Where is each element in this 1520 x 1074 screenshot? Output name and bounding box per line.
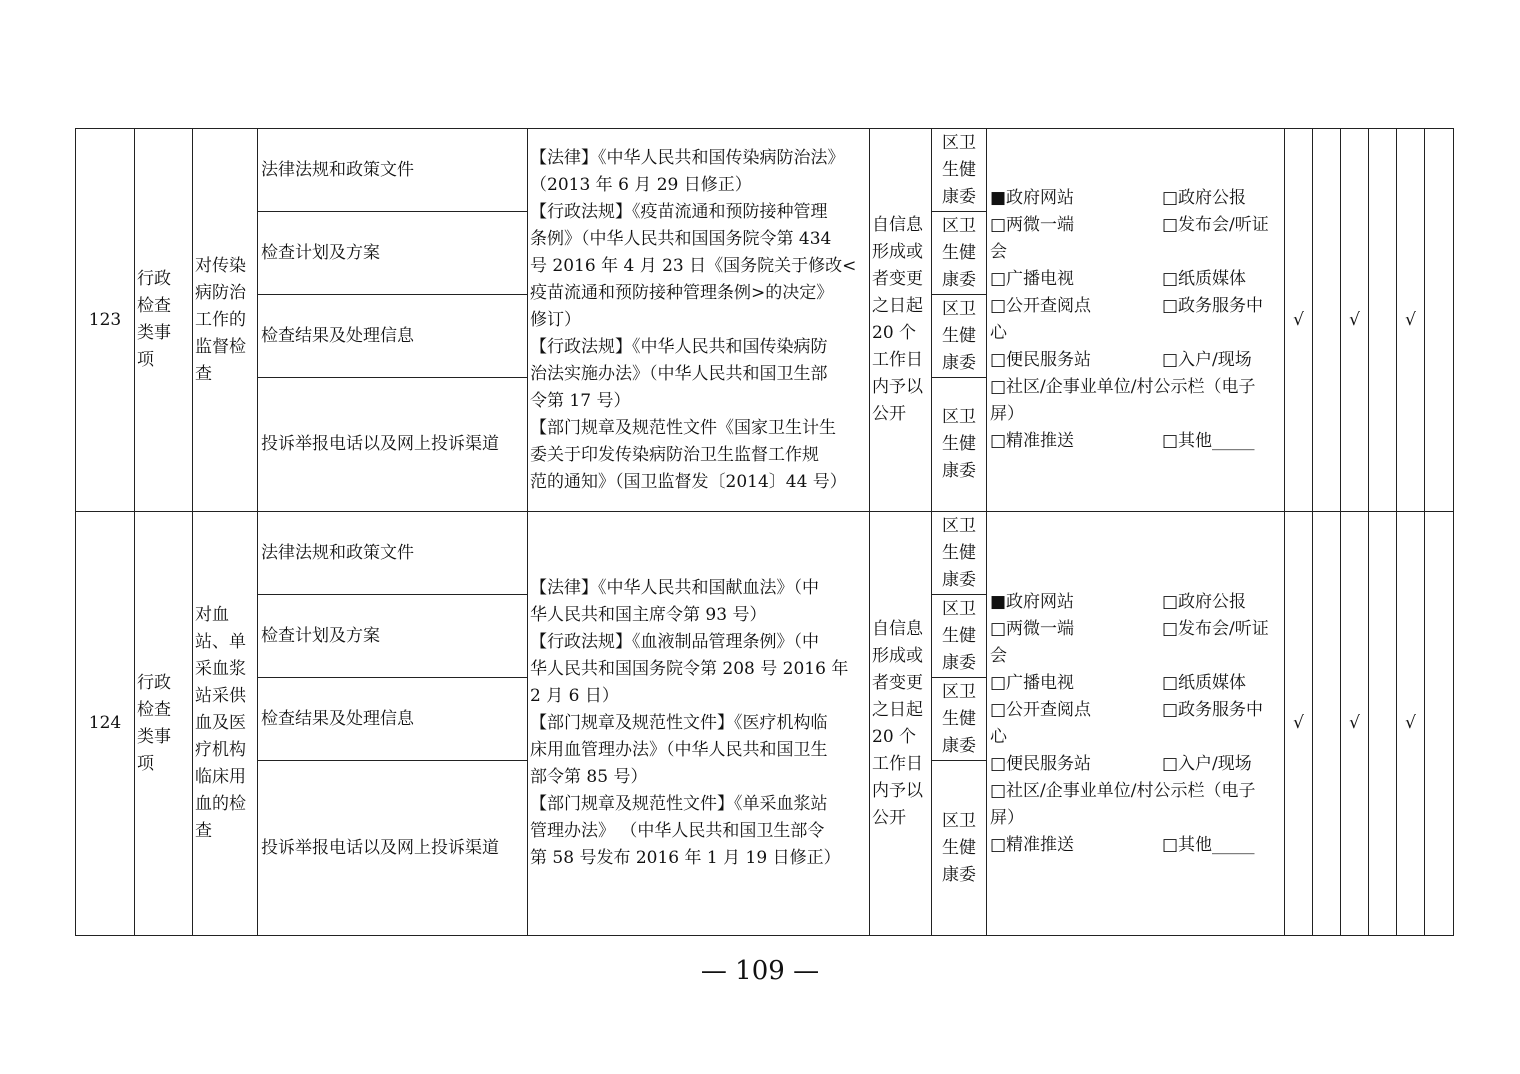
disclosure-subject — [932, 212, 987, 295]
channel-option: □纸质媒体 — [1162, 269, 1247, 289]
subject-line: 生健 — [942, 542, 976, 563]
item-name-line: 血的检 — [195, 794, 246, 814]
table-row — [76, 129, 1454, 212]
item-name-line: 疗机构 — [195, 740, 246, 760]
item-name-line: 对血 — [195, 605, 229, 625]
channel-option: ■政府网站 — [990, 188, 1075, 208]
channel-line — [990, 697, 1284, 724]
item-name — [193, 129, 258, 512]
channel-option: □两微一端 — [990, 618, 1075, 639]
check-mark — [1313, 129, 1341, 512]
channel-option: □社区/企事业单位/村公示栏（电子 — [990, 780, 1256, 801]
disclosure-content: 投诉举报电话以及网上投诉渠道 — [258, 761, 528, 936]
channel-option: □入户/现场 — [1162, 753, 1252, 774]
channel-option: □社区/企事业单位/村公示栏（电子 — [990, 377, 1256, 397]
channel-option: □发布会/听证 — [1162, 618, 1269, 639]
channel-option: □发布会/听证 — [1162, 215, 1269, 235]
check-mark: √ — [1397, 512, 1425, 936]
channel-line — [990, 589, 1284, 616]
disclosure-time-line: 工作日 — [872, 753, 923, 774]
channel-option: □广播电视 — [990, 269, 1075, 289]
legal-basis-line: 治法实施办法》（中华人民共和国卫生部 — [530, 363, 828, 384]
check-mark: √ — [1285, 129, 1313, 512]
page-number: — 109 — — [700, 956, 820, 986]
disclosure-content: 检查结果及处理信息 — [258, 295, 528, 378]
channel-option: 屏） — [990, 404, 1024, 424]
disclosure-time-line: 形成或 — [872, 645, 923, 666]
disclosure-time-line: 形成或 — [872, 242, 923, 262]
legal-basis-line: 条例》（中华人民共和国国务院令第 434 — [530, 228, 832, 249]
disclosure-time-line: 者变更 — [872, 672, 923, 693]
disclosure-time-line: 公开 — [872, 807, 906, 828]
disclosure-subject — [932, 512, 987, 595]
subject-line: 康委 — [942, 652, 976, 673]
channel-option: □精准推送 — [990, 431, 1075, 451]
item-category — [135, 129, 193, 512]
legal-basis-line: 【行政法规】《血液制品管理条例》（中 — [530, 632, 819, 652]
disclosure-subject — [932, 678, 987, 761]
item-name-line: 查 — [195, 821, 212, 841]
item-name-line: 病防治 — [195, 282, 246, 303]
category-line: 行政 — [137, 672, 171, 693]
channel-option: 心 — [990, 726, 1007, 747]
legal-basis-line: 【行政法规】《疫苗流通和预防接种管理 — [530, 201, 828, 222]
subject-line: 区卫 — [942, 681, 976, 702]
disclosure-time-line: 内予以 — [872, 377, 923, 397]
disclosure-content: 检查计划及方案 — [258, 595, 528, 678]
subject-line: 区卫 — [942, 810, 976, 831]
channel-option: 心 — [990, 323, 1007, 343]
item-name-line: 工作的 — [195, 309, 246, 330]
item-name-line: 血及医 — [195, 713, 246, 733]
subject-line: 生健 — [942, 625, 976, 646]
disclosure-channels — [987, 512, 1285, 936]
check-mark — [1369, 512, 1397, 936]
channel-option: □精准推送 — [990, 834, 1075, 855]
check-mark: √ — [1341, 512, 1369, 936]
subject-line: 区卫 — [942, 298, 976, 319]
category-line: 检查 — [137, 699, 171, 720]
channel-line — [990, 347, 1284, 374]
disclosure-time-line: 之日起 — [872, 699, 923, 720]
legal-basis-line: 【部门规章及规范性文件】《医疗机构临 — [530, 713, 828, 733]
channel-option: □其他_____ — [1162, 431, 1255, 451]
channel-option: □入户/现场 — [1162, 350, 1252, 370]
disclosure-content: 检查结果及处理信息 — [258, 678, 528, 761]
channel-line — [990, 616, 1284, 643]
category-line: 类事 — [137, 323, 171, 343]
subject-line: 生健 — [942, 434, 976, 454]
channel-option: □便民服务站 — [990, 350, 1092, 370]
check-mark: √ — [1397, 129, 1425, 512]
disclosure-content: 法律法规和政策文件 — [258, 129, 528, 212]
subject-line: 康委 — [942, 569, 976, 590]
item-name-line: 站采供 — [195, 686, 246, 706]
category-line: 项 — [137, 350, 154, 370]
disclosure-content: 投诉举报电话以及网上投诉渠道 — [258, 378, 528, 512]
legal-basis-line: 委关于印发传染病防治卫生监督工作规 — [530, 444, 819, 465]
category-line: 检查 — [137, 296, 171, 316]
disclosure-subject — [932, 129, 987, 212]
subject-line: 生健 — [942, 837, 976, 858]
subject-line: 生健 — [942, 242, 976, 263]
check-mark: √ — [1285, 512, 1313, 936]
channel-option: □公开查阅点 — [990, 296, 1092, 316]
disclosure-time — [870, 129, 932, 512]
item-name-line: 对传染 — [195, 255, 246, 276]
item-name-line: 监督检 — [195, 336, 246, 357]
disclosure-time-line: 内予以 — [872, 780, 923, 801]
disclosure-time — [870, 512, 932, 936]
subject-line: 区卫 — [942, 215, 976, 236]
channel-option: ■政府网站 — [990, 591, 1075, 612]
disclosure-subject — [932, 295, 987, 378]
channel-option: □纸质媒体 — [1162, 672, 1247, 693]
item-name-line: 站、单 — [195, 632, 246, 652]
channel-line — [990, 212, 1284, 239]
disclosure-time-line: 公开 — [872, 404, 906, 424]
disclosure-time-line: 自信息 — [872, 215, 923, 235]
channel-option: □广播电视 — [990, 672, 1075, 693]
subject-line: 区卫 — [942, 132, 976, 153]
legal-basis-line: 修订） — [530, 309, 581, 330]
check-mark — [1425, 512, 1454, 936]
item-name-line: 临床用 — [195, 767, 246, 787]
legal-basis-line: 2 月 6 日） — [530, 686, 619, 706]
legal-basis — [528, 129, 870, 512]
channel-option: □政务服务中 — [1162, 699, 1264, 720]
category-line: 类事 — [137, 726, 171, 747]
item-name — [193, 512, 258, 936]
check-mark — [1313, 512, 1341, 936]
subject-line: 生健 — [942, 708, 976, 729]
legal-basis-line: 【部门规章及规范性文件】《单采血浆站 — [530, 794, 828, 814]
channel-option: 会 — [990, 242, 1007, 262]
channel-line — [990, 751, 1284, 778]
subject-line: 康委 — [942, 269, 976, 290]
disclosure-time-line: 自信息 — [872, 618, 923, 639]
subject-line: 区卫 — [942, 598, 976, 619]
subject-line: 康委 — [942, 735, 976, 756]
channel-option: □两微一端 — [990, 215, 1075, 235]
channel-line — [990, 670, 1284, 697]
channel-line — [990, 266, 1284, 293]
item-category — [135, 512, 193, 936]
check-mark: √ — [1341, 129, 1369, 512]
check-mark — [1425, 129, 1454, 512]
disclosure-content: 检查计划及方案 — [258, 212, 528, 295]
channel-option: □公开查阅点 — [990, 699, 1092, 720]
legal-basis-line: 部令第 85 号） — [530, 767, 648, 787]
subject-line: 康委 — [942, 864, 976, 885]
channel-option: □政务服务中 — [1162, 296, 1264, 316]
subject-line: 区卫 — [942, 515, 976, 536]
legal-basis-line: 第 58 号发布 2016 年 1 月 19 日修正） — [530, 848, 841, 868]
disclosure-time-line: 20 个 — [872, 726, 917, 747]
item-name-line: 采血浆 — [195, 659, 246, 679]
disclosure-subject — [932, 761, 987, 936]
category-line: 项 — [137, 753, 154, 774]
disclosure-time-line: 工作日 — [872, 350, 923, 370]
disclosure-subject — [932, 595, 987, 678]
legal-basis-line: 【部门规章及规范性文件《国家卫生计生 — [530, 417, 836, 438]
channel-line — [990, 185, 1284, 212]
legal-basis-line: 【法律】《中华人民共和国传染病防治法》 — [530, 147, 845, 168]
channel-line — [990, 293, 1284, 320]
legal-basis-line: 床用血管理办法》（中华人民共和国卫生 — [530, 740, 828, 760]
check-mark — [1369, 129, 1397, 512]
disclosure-subject — [932, 378, 987, 512]
legal-basis-line: 范的通知》（国卫监督发〔2014〕44 号） — [530, 471, 847, 492]
legal-basis-line: 管理办法》 （中华人民共和国卫生部令 — [530, 821, 825, 841]
table-row — [76, 512, 1454, 595]
item-name-line: 查 — [195, 363, 212, 384]
disclosure-channels — [987, 129, 1285, 512]
channel-option: 屏） — [990, 807, 1024, 828]
legal-basis-line: 【行政法规】《中华人民共和国传染病防 — [530, 336, 828, 357]
channel-option: □便民服务站 — [990, 753, 1092, 774]
channel-line — [990, 832, 1284, 859]
legal-basis-line: 号 2016 年 4 月 23 日《国务院关于修改< — [530, 255, 857, 276]
legal-basis-line: 华人民共和国国务院令第 208 号 2016 年 — [530, 659, 849, 679]
item-number: 124 — [76, 512, 135, 936]
subject-line: 康委 — [942, 461, 976, 481]
item-number: 123 — [76, 129, 135, 512]
disclosure-time-line: 20 个 — [872, 323, 917, 343]
category-line: 行政 — [137, 269, 171, 289]
channel-option: □政府公报 — [1162, 188, 1247, 208]
legal-basis-line: （2013 年 6 月 29 日修正） — [530, 174, 752, 195]
subject-line: 生健 — [942, 325, 976, 346]
legal-basis-line: 疫苗流通和预防接种管理条例>的决定》 — [530, 282, 834, 303]
disclosure-content: 法律法规和政策文件 — [258, 512, 528, 595]
subject-line: 康委 — [942, 186, 976, 207]
channel-option: □其他_____ — [1162, 834, 1255, 855]
channel-option: 会 — [990, 645, 1007, 666]
subject-line: 康委 — [942, 352, 976, 373]
channel-line — [990, 428, 1284, 455]
subject-line: 区卫 — [942, 407, 976, 427]
subject-line: 生健 — [942, 159, 976, 180]
legal-basis-line: 华人民共和国主席令第 93 号） — [530, 605, 767, 625]
disclosure-table — [75, 128, 1454, 936]
legal-basis-line: 令第 17 号） — [530, 390, 631, 411]
disclosure-time-line: 之日起 — [872, 296, 923, 316]
legal-basis — [528, 512, 870, 936]
disclosure-time-line: 者变更 — [872, 269, 923, 289]
channel-option: □政府公报 — [1162, 591, 1247, 612]
legal-basis-line: 【法律】《中华人民共和国献血法》（中 — [530, 578, 819, 598]
